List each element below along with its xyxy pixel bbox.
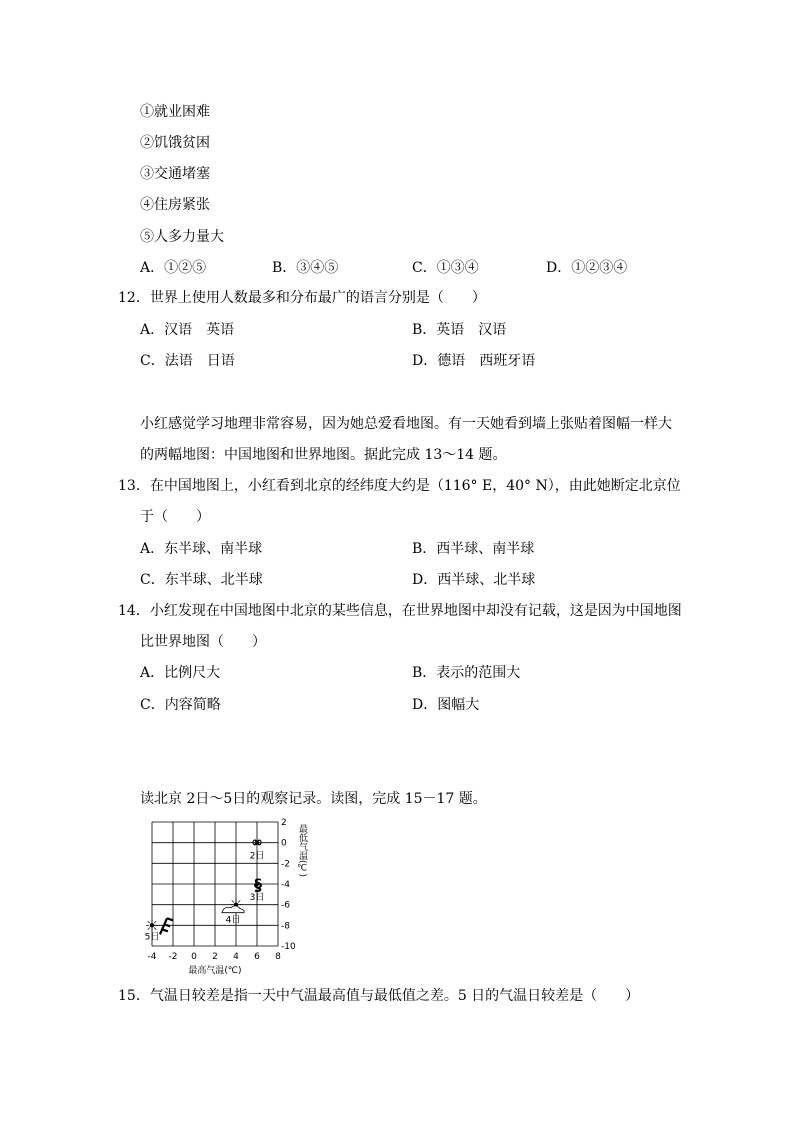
- point-day-label: 5日: [144, 932, 160, 943]
- passage1-line1: 小红感觉学习地理非常容易，因为她总爱看地图。有一天她看到墙上张贴着图幅一样大: [140, 416, 672, 432]
- q11-option-c: C．①③④: [412, 260, 479, 276]
- q14-stem-line1: 14．小红发现在中国地图中北京的某些信息，在世界地图中却没有记载，这是因为中国地图: [118, 603, 682, 619]
- sun-ray: [238, 900, 240, 902]
- q11-option-d: D．①②③④: [546, 260, 628, 276]
- x-tick-label: 4: [233, 952, 239, 962]
- q13-stem-line2: 于（ ）: [140, 509, 210, 525]
- sun-ray: [154, 921, 156, 923]
- x-tick-label: 6: [254, 952, 260, 962]
- q14-option-b: B．表示的范围大: [412, 665, 521, 681]
- point-day-label: 4日: [225, 915, 241, 926]
- point-day-label: 3日: [249, 893, 265, 903]
- q13-option-d: D．西半球、北半球: [412, 572, 536, 588]
- rain-snow-icon: ∞: [251, 834, 263, 851]
- x-tick-label: 2: [212, 952, 218, 962]
- q11-option-b: B．③④⑤: [272, 260, 339, 276]
- q12-option-d: D．德语 西班牙语: [412, 353, 536, 369]
- x-tick-label: 8: [275, 952, 281, 962]
- sun-ray: [154, 927, 156, 929]
- wind-icon: §: [254, 875, 262, 894]
- q14-option-a: A．比例尺大: [140, 665, 221, 681]
- x-axis-label: 最高气温(℃): [188, 966, 242, 976]
- wind-barb: [160, 918, 173, 934]
- y-tick-label: -6: [281, 900, 290, 911]
- passage1-line2: 的两幅地图：中国地图和世界地图。据此完成 13～14 题。: [140, 447, 507, 463]
- y-tick-label: -10: [281, 942, 296, 952]
- q13-option-c: C．东半球、北半球: [140, 572, 263, 588]
- sun-ray: [148, 921, 150, 923]
- point-day-label: 2日: [249, 851, 265, 862]
- y-tick-label: -8: [281, 921, 290, 932]
- q14-option-d: D．图幅大: [412, 697, 480, 713]
- x-tick-label: -4: [147, 952, 157, 962]
- q12-option-c: C．法语 日语: [140, 353, 235, 369]
- q14-stem-line2: 比世界地图（ ）: [140, 634, 266, 650]
- q11-option-a: A．①②⑤: [140, 260, 207, 276]
- data-point: [222, 899, 244, 926]
- temperature-weather-chart: [140, 816, 320, 978]
- q14-option-c: C．内容简略: [140, 697, 221, 713]
- data-point: [250, 875, 265, 903]
- x-tick-label: 0: [191, 952, 197, 962]
- q11-item-1: ①就业困难: [140, 104, 210, 120]
- q13-option-a: A．东半球、南半球: [140, 541, 263, 557]
- x-tick-label: -2: [168, 952, 178, 962]
- q15-stem: 15．气温日较差是指一天中气温最高值与最低值之差。5 日的气温日较差是（ ）: [118, 988, 640, 1004]
- q11-item-3: ③交通堵塞: [140, 166, 210, 182]
- q11-item-4: ④住房紧张: [140, 197, 210, 213]
- y-axis-label: 最低气温(℃): [297, 824, 307, 878]
- q13-stem-line1: 13．在中国地图上，小红看到北京的经纬度大约是（116° E，40° N），由此她断定北京位: [118, 478, 681, 494]
- q12-stem: 12．世界上使用人数最多和分布最广的语言分别是（ ）: [118, 290, 486, 306]
- sun-ray: [148, 927, 150, 929]
- sun-ray: [232, 900, 234, 902]
- y-tick-label: -4: [281, 880, 290, 890]
- cloudy-sunny-icon: [222, 899, 244, 913]
- y-tick-label: 2: [281, 818, 287, 828]
- y-tick-label: 0: [281, 838, 287, 849]
- passage2-text: 读北京 2日～5日的观察记录。读图，完成 15－17 题。: [140, 791, 487, 807]
- data-point: [250, 835, 265, 862]
- q11-item-2: ②饥饿贫困: [140, 135, 210, 151]
- q12-option-b: B．英语 汉语: [412, 322, 507, 338]
- point-marker: [150, 923, 154, 927]
- cloud-shape: [222, 906, 244, 913]
- q11-item-5: ⑤人多力量大: [140, 229, 224, 245]
- q13-option-b: B．西半球、南半球: [412, 541, 535, 557]
- q12-option-a: A．汉语 英语: [140, 322, 235, 338]
- y-tick-label: -2: [281, 859, 290, 870]
- data-point: [145, 918, 173, 942]
